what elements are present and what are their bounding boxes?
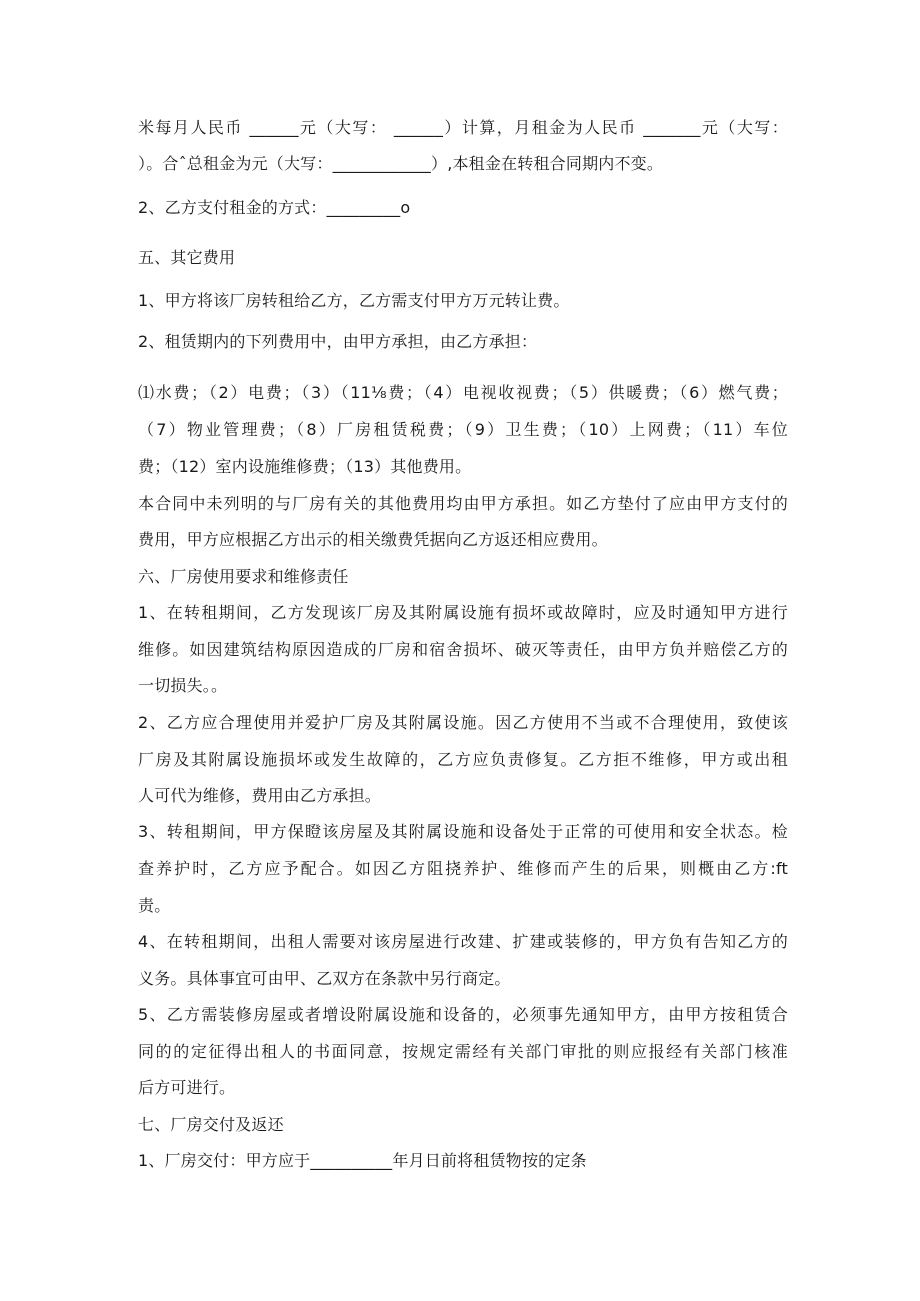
text-line: 3、转租期间，甲方保瞪该房屋及其附属设施和设备处于正常的可使用和安全状态。检 [138,822,788,841]
text-line: 同的的定征得出租人的书面同意，按规定需经有关部门审批的则应报经有关部门核准 [138,1042,788,1061]
text-line: 2、乙方应合理使用并爱护厂房及其附属设施。因乙方使用不当或不合理使用，致使该 [138,713,788,732]
text-line: 后方可进行。 [138,1078,236,1097]
text-line: 1、在转租期间，乙方发现该厂房及其附属设施有损坏或故障时，应及时通知甲方进行 [138,603,788,622]
text-line: 2、乙方支付租金的方式：_________o [138,198,411,217]
text-line: 义务。具体事宜可由甲、乙双方在条款中另行商定。 [138,969,511,988]
text-line: 2、租赁期内的下列费用中，由甲方承担，由乙方承担： [138,332,538,351]
text-line: 1、厂房交付：甲方应于__________年月日前将租赁物按的定条 [138,1151,587,1170]
text-line: 费；（12）室内设施维修费；（13）其他费用。 [138,457,472,476]
text-line: （7）物业管理费；（8）厂房租赁税费；（9）卫生费；（10）上网费；（11）车位 [138,420,788,439]
text-line: 责。 [138,896,171,915]
text-line: 4、在转租期间，出租人需要对该房屋进行改建、扩建或装修的，甲方负有告知乙方的 [138,932,788,951]
text-line: 本合同中未列明的与厂房有关的其他费用均由甲方承担。如乙方垫付了应由甲方支付的 [138,494,788,513]
text-line: 人可代为维修，费用由乙方承担。 [138,786,382,805]
section-heading: 六、厂房使用要求和维修责任 [138,567,349,586]
section-heading: 五、其它费用 [138,248,236,267]
text-line: 一切损失。。 [138,676,228,695]
text-line: 查养护时，乙方应予配合。如因乙方阻挠养护、维修而产生的后果，则概由乙方:ft [138,859,788,878]
text-line: 厂房及其附属设施损坏或发生故障的，乙方应负责修复。乙方拒不维修，甲方或出租 [138,750,788,769]
text-line: 5、乙方需装修房屋或者增设附属设施和设备的，必须事先通知甲方，由甲方按租赁合 [138,1005,788,1024]
text-line: 米每月人民币 ______元（大写： ______）计算，月租金为人民币 _______元（大写： [138,118,788,137]
text-line: ⑴水费；（2）电费；（3）（11⅛费；（4）电视收视费；（5）供暖费；（6）燃气费； [138,383,788,402]
text-line: ）。合ˆ总租金为元（大写：____________）,本租金在转租合同期内不变。 [138,154,664,173]
section-heading: 七、厂房交付及返还 [138,1115,284,1134]
text-line: 费用，甲方应根据乙方出示的相关缴费凭据向乙方返还相应费用。 [138,530,608,549]
text-line: 维修。如因建筑结构原因造成的厂房和宿舍损坏、破灭等责任，由甲方负并赔偿乙方的 [138,640,788,659]
text-line: 1、甲方将该厂房转租给乙方，乙方需支付甲方万元转让费。 [138,291,570,310]
